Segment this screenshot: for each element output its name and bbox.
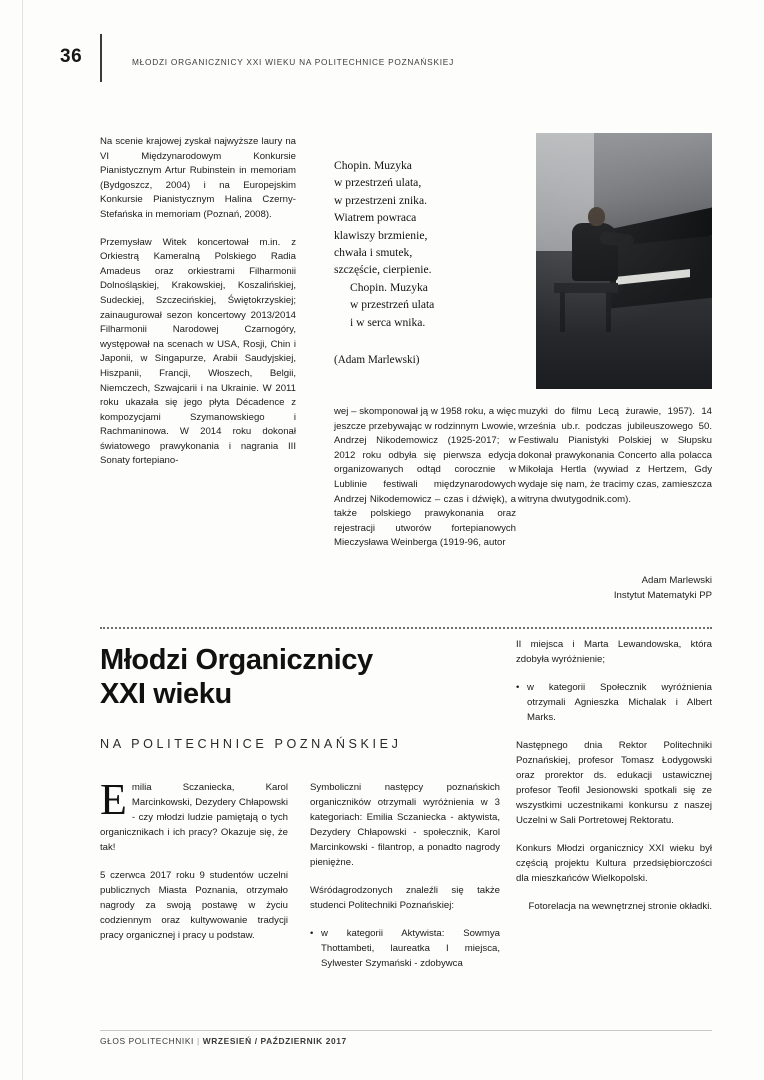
- footer: [100, 1036, 347, 1046]
- list-item: • w kategorii Aktywista: Sowmya Thottambeti, laureatka I miejsca, Sylwester Szymański - zdobywca: [321, 926, 500, 971]
- award-list-continued: [516, 680, 712, 725]
- paragraph-with-dropcap: [100, 775, 288, 855]
- drop-cap: E: [100, 775, 127, 824]
- top-article-column-1: [100, 135, 296, 469]
- footer-separator: |: [196, 1036, 200, 1046]
- headline-line-1: Młodzi Organicznicy: [100, 644, 373, 676]
- author-name: Adam Marlewski: [641, 575, 712, 586]
- paragraph: II miejsca i Marta Lewandowska, która zdobyła wyróżnienie;: [516, 639, 712, 665]
- paragraph: Na scenie krajowej zyskał najwyższe laury na VI Międzynarodowym Konkursie Pianistycznym Artur Rubinstein in memoriam (Bydgoszcz, 2004) i na Europejskim Konkursie Pianistycznym Halina Czerny-Stefańska in memoriam (Poznań, 2008).: [100, 136, 296, 220]
- poem-line: i w serca wnika.: [350, 315, 426, 329]
- paragraph: Symboliczni następcy poznańskich organiczników otrzymali wyróżnienia w 3 kategoriach: Emilia Sczaniecka - aktywista, Dezydery Chłapowski - społecznik, Karol Marcinkowski - filantrop, a ponadto nagrody pieniężne.: [310, 782, 500, 868]
- poem-line: w przestrzeni znika.: [334, 193, 428, 207]
- top-article: [100, 135, 712, 605]
- poem-block: [334, 157, 519, 331]
- poem-line: chwała i smutek,: [334, 246, 413, 260]
- top-article-column-2: [334, 405, 516, 551]
- poem-line: Chopin. Muzyka: [334, 159, 412, 172]
- poem-author: (Adam Marlewski): [334, 354, 420, 366]
- paragraph: Fotorelacja na wewnętrznej stronie okładki.: [528, 901, 712, 912]
- paragraph: Następnego dnia Rektor Politechniki Poznańskiej, profesor Tomasz Łodygowski oraz prorektor ds. edukacji ustawicznej profesor Teofil Jesionowski spotkali się ze wszystkimi uczestnikami konkursu z naszej Uczelni w Sali Portretowej Rektoratu.: [516, 740, 712, 826]
- paragraph: Konkurs Młodzi organicznicy XXI wieku był częścią projektu Kultura przedsiębiorczości dla mieszkańców Wielkopolski.: [516, 843, 712, 884]
- poem-line: szczęście, cierpienie.: [334, 263, 432, 277]
- award-list: [310, 926, 500, 971]
- poem-line: klawiszy brzmienie,: [334, 228, 428, 242]
- footer-rule: [100, 1030, 712, 1031]
- author-signature: [518, 573, 712, 603]
- poem-line: Chopin. Muzyka: [350, 280, 428, 294]
- paragraph: muzyki do filmu Lecą żurawie, 1957). 14 września ub.r. podczas jubileuszowego 50. Festiwalu Pianistyki Polskiej w Słupsku dokonał prawykonania Concerto alla polacca Mikołaja Hertla (wywiad z Hertzem, Gdy wydaje się nam, że tracimy czas, zamieszcza witryna dwutygodnik.com).: [518, 406, 712, 505]
- paragraph: wej – skomponował ją w 1958 roku, a więc jeszcze przebywając w rodzinnym Lwowie, Andrzej Nikodemowicz (1925-2017; w 2012 roku odbyła się pierwsza edycja organizowanych odtąd corocznie w Lublinie festiwali międzynarodowych Andrzej Nikodemowicz – czas i dźwięk), a także polskiego prawykonania oraz rejestracji utworów fortepianowych Mieczysława Weinberga (1919-96, autor: [334, 406, 516, 549]
- paragraph-text: milia Sczaniecka, Karol Marcinkowski, Dezydery Chłapowski - czy młodzi ludzie pamiętają o tych organicznikach i ich pracy? Okazuje się, że tak!: [100, 782, 288, 853]
- article-headline: [100, 643, 400, 711]
- photo-lighting-overlay: [536, 133, 712, 389]
- poem-line: w przestrzeń ulata,: [334, 176, 422, 190]
- poem-line: w przestrzeń ulata: [350, 298, 435, 312]
- section-divider: [100, 627, 712, 629]
- bottom-article-column-1: [100, 775, 288, 956]
- paragraph: Przemysław Witek koncertował m.in. z Orkiestrą Kameralną Polskiego Radia Amadeus oraz orkiestrami Filharmonii Dolnośląskiej, Krakowskiej, Koszalińskiej, Sudeckiej, Szczecińskiej, Świętokrzyskiej; zainaugurował sezon koncertowy 2013/2014 Filharmonii Narodowej Czarnogóry, występował na scenach w USA, Rosji, Chin i Japonii, w Singapurze, Arabii Saudyjskiej, Hiszpanii, Francji, Włoszech, Belgii, Niemczech, Szwajcarii i na Ukrainie. W 2011 roku ukazała się jego płyta Décadence z kompozycjami Szymanowskiego i Rachmaninowa. W 2014 roku dokonał światowego prawykonania i nagrania III Sonaty fortepiano-: [100, 236, 296, 467]
- footer-issue: WRZESIEŃ / PAŹDZIERNIK 2017: [202, 1036, 347, 1046]
- running-head: MŁODZI ORGANICZNICY XXI WIEKU NA POLITECHNICE POZNAŃSKIEJ: [132, 57, 454, 67]
- page-edge-rule: [22, 0, 23, 1080]
- bottom-article-column-3: [516, 637, 712, 927]
- paragraph: Wśródagrodzonych znaleźli się także studenci Politechniki Poznańskiej:: [310, 885, 500, 911]
- top-article-column-3: [518, 405, 712, 507]
- pianist-photo: [536, 133, 712, 389]
- page-number: 36: [60, 46, 83, 67]
- poem-line: Wiatrem powraca: [334, 211, 417, 225]
- list-item: • w kategorii Społecznik wyróżnienia otrzymali Agnieszka Michalak i Albert Marks.: [527, 680, 712, 725]
- header-vertical-rule: [100, 34, 102, 82]
- paragraph: 5 czerwca 2017 roku 9 studentów uczelni publicznych Miasta Poznania, otrzymało nagrody za swoją postawę w życiu codziennym oraz kultywowanie tradycji pracy organicznej i pracy u podstaw.: [100, 870, 288, 941]
- author-affiliation: Instytut Matematyki PP: [613, 590, 712, 601]
- headline-line-2: XXI wieku: [100, 678, 232, 710]
- article-subhead: NA POLITECHNICE POZNAŃSKIEJ: [100, 737, 402, 751]
- bottom-article-column-2: [310, 780, 500, 971]
- footer-publication: GŁOS POLITECHNIKI: [100, 1036, 194, 1046]
